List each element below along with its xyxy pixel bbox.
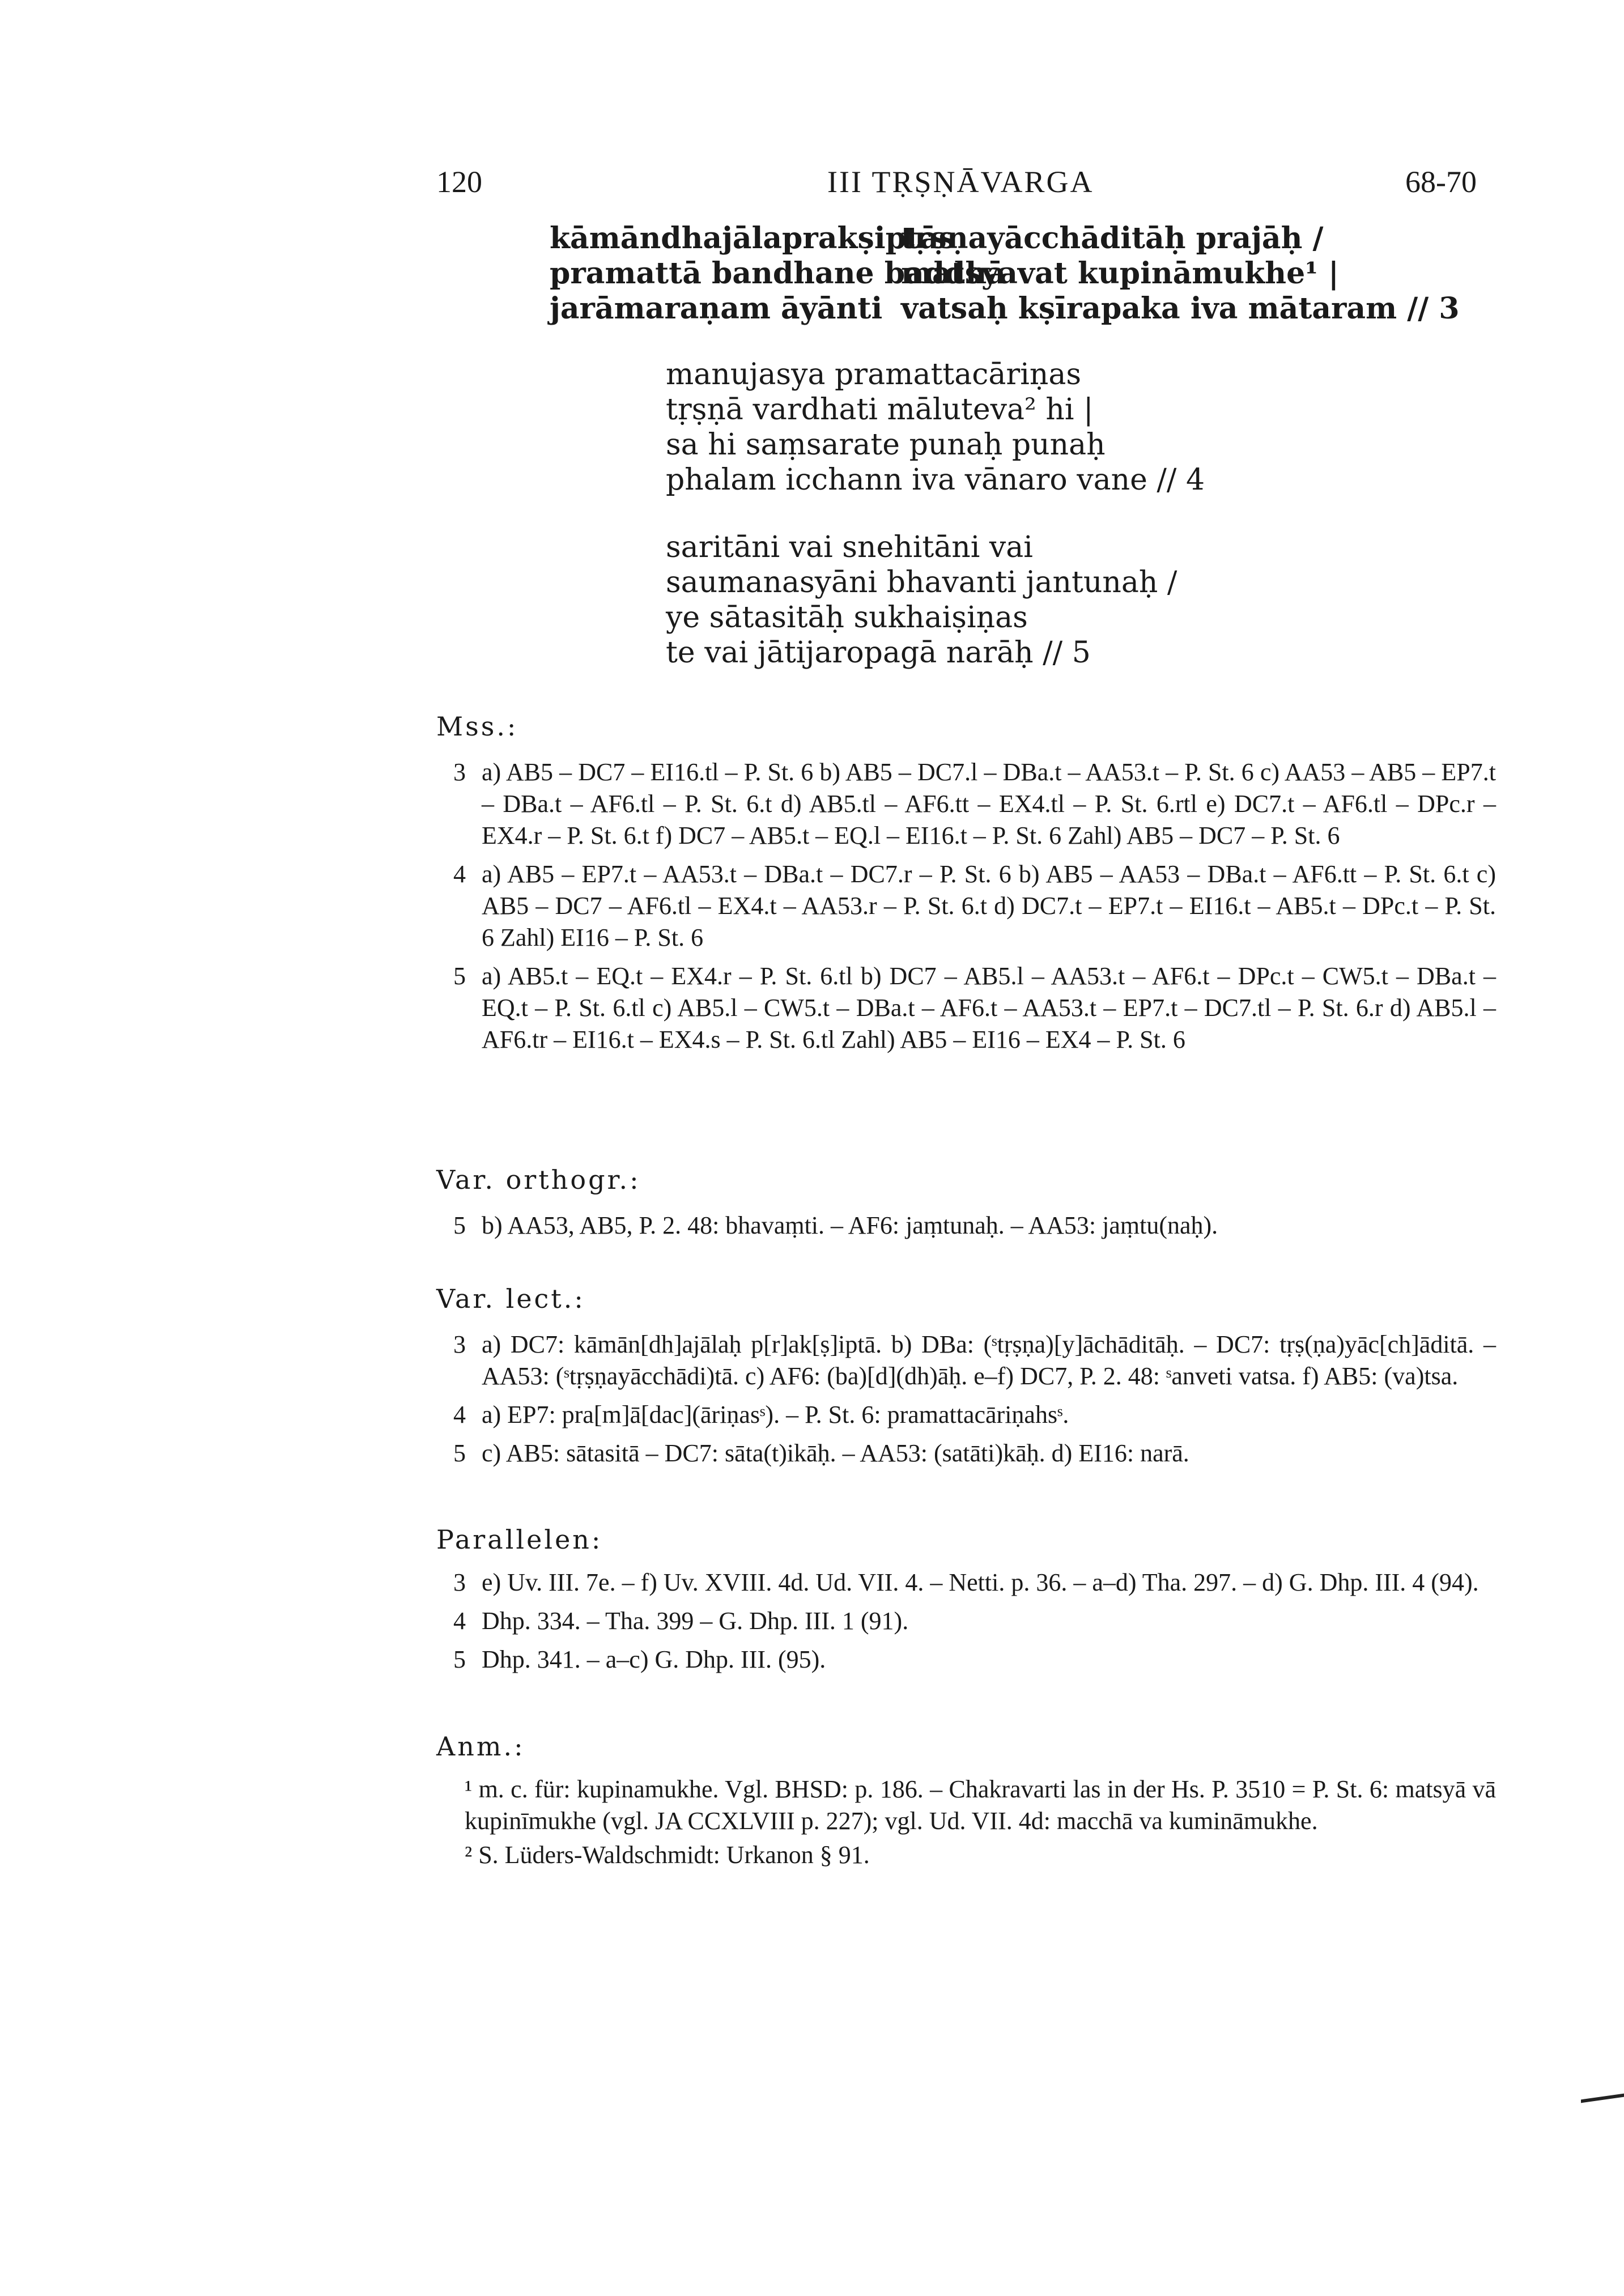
apparatus-entry: 5 a) AB5.t – EQ.t – EX4.r – P. St. 6.tl b) DC7 – AB5.l – AA53.t – AF6.t – DPc.t – CW5.t – DBa.t – EQ.t – P. St. 6.tl c) AB5.l – CW5.t – DBa.t – AF6.t – AA53.t – EP7.t – DC7.tl – P. St. 6.r d) AB5.l – AF6.tr – EI16.t – EX4.s – P. St. 6.tl Zahl) AB5 – EI16 – EX4 – P. St. 6 (453, 962, 1496, 1053)
apparatus-entry: 3 a) DC7: kāmān[dh]ajālaḥ p[r]ak[ṣ]iptā. b) DBa: (ˢtṛṣṇa)[y]āchāditāḥ. – DC7: tṛṣ(ṇa)yāc[ch]āditā. – AA53: (ˢtṛṣṇayācchādi)tā. c) AF6: (ba)[d](dh)āḥ. e–f) DC7, P. 2. 48: ˢanveti vatsa. f) AB5: (va)tsa. (453, 1330, 1496, 1390)
var-lect-apparatus (453, 1329, 1496, 1476)
verse-line: pramattā bandhane baddhāmatsyavat kupināmukhe¹ | (550, 256, 1339, 291)
apparatus-entry: 4 a) AB5 – EP7.t – AA53.t – DBa.t – DC7.r – P. St. 6 b) AB5 – AA53 – DBa.t – AF6.tt – P. St. 6.t c) AB5 – DC7 – AF6.tl – EX4.t – AA53.r – P. St. 6.t d) DC7.t – EP7.t – EI16.t – AB5.t – DPc.t – P. St. 6 Zahl) EI16 – P. St. 6 (453, 860, 1496, 951)
verse-range: 68-70 (1405, 165, 1477, 199)
apparatus-entry: 5 c) AB5: sātasitā – DC7: sāta(t)ikāḥ. – AA53: (satāti)kāḥ. d) EI16: narā. (453, 1439, 1189, 1467)
apparatus-entry: 4 a) EP7: pra[m]ā[dac](āriṇasˢ). – P. St. 6: pramattacāriṇahsˢ. (453, 1401, 1069, 1428)
verse-line: saumanasyāni bhavanti jantunaḥ / (666, 566, 1177, 599)
verse-line: manujasya pramattacāriṇas (666, 358, 1082, 392)
footnotes (465, 1774, 1496, 1873)
running-header (0, 153, 1624, 204)
verse-line: saritāni vai snehitāni vai (666, 530, 1033, 564)
verse-line: ye sātasitāḥ sukhaiṣiṇas (666, 601, 1028, 635)
var-orthogr-label: Var. orthogr.: (436, 1164, 641, 1195)
edge-mark (1581, 2094, 1624, 2103)
footnote-2: ² S. Lüders-Waldschmidt: Urkanon § 91. (465, 1841, 870, 1869)
apparatus-entry: 3 a) AB5 – DC7 – EI16.tl – P. St. 6 b) AB5 – DC7.l – DBa.t – AA53.t – P. St. 6 c) AA53 – AB5 – EP7.t – DBa.t – AF6.tl – P. St. 6.t d) AB5.tl – AF6.tt – EX4.tl – P. St. 6.rtl e) DC7.t – AF6.tl – DPc.r – EX4.r – P. St. 6.t f) DC7 – AB5.t – EQ.l – EI16.t – P. St. 6 Zahl) AB5 – DC7 – P. St. 6 (453, 758, 1496, 849)
parallelen-apparatus (453, 1567, 1496, 1682)
mss-apparatus (453, 756, 1496, 1062)
verse-line: jarāmaraṇam āyānti vatsaḥ kṣīrapaka iva mātaram // 3 (550, 291, 1460, 326)
var-lect-label: Var. lect.: (436, 1283, 585, 1314)
apparatus-entry: 3 e) Uv. III. 7e. – f) Uv. XVIII. 4d. Ud. VII. 4. – Netti. p. 36. – a–d) Tha. 297. – d) G. Dhp. III. 4 (94). (453, 1568, 1479, 1596)
apparatus-entry: 5 b) AA53, AB5, P. 2. 48: bhavaṃti. – AF6: jaṃtunaḥ. – AA53: jaṃtu(naḥ). (453, 1211, 1218, 1239)
page-number: 120 (436, 165, 482, 199)
verse-line: kāmāndhajālaprakṣiptāstṛṣṇayācchāditāḥ prajāḥ / (550, 221, 1324, 256)
verse-3 (550, 221, 1460, 326)
mss-label: Mss.: (436, 711, 518, 742)
chapter-title: III TṚṢṆĀVARGA (827, 165, 1094, 199)
parallelen-label: Parallelen: (436, 1524, 603, 1555)
verse-line: phalam icchann iva vānaro vane // 4 (666, 463, 1205, 497)
anm-label: Anm.: (436, 1731, 525, 1762)
footnote-1: ¹ m. c. für: kupinamukhe. Vgl. BHSD: p. 186. – Chakravarti las in der Hs. P. 3510 = P. St. 6: matsyā vā kupinīmukhe (vgl. JA CCXLVIII p. 227); vgl. Ud. VII. 4d: macchā va kumināmukhe. (465, 1775, 1496, 1835)
var-orthogr-apparatus (453, 1210, 1496, 1248)
verse-line: te vai jātijaropagā narāḥ // 5 (666, 636, 1091, 670)
verse-line: sa hi saṃsarate punaḥ punaḥ (666, 428, 1106, 462)
apparatus-entry: 4 Dhp. 334. – Tha. 399 – G. Dhp. III. 1 (91). (453, 1607, 909, 1635)
verse-line: tṛṣṇā vardhati māluteva² hi | (666, 393, 1094, 427)
verse-5 (666, 530, 1177, 670)
verse-4 (666, 357, 1205, 498)
apparatus-entry: 5 Dhp. 341. – a–c) G. Dhp. III. (95). (453, 1646, 826, 1673)
